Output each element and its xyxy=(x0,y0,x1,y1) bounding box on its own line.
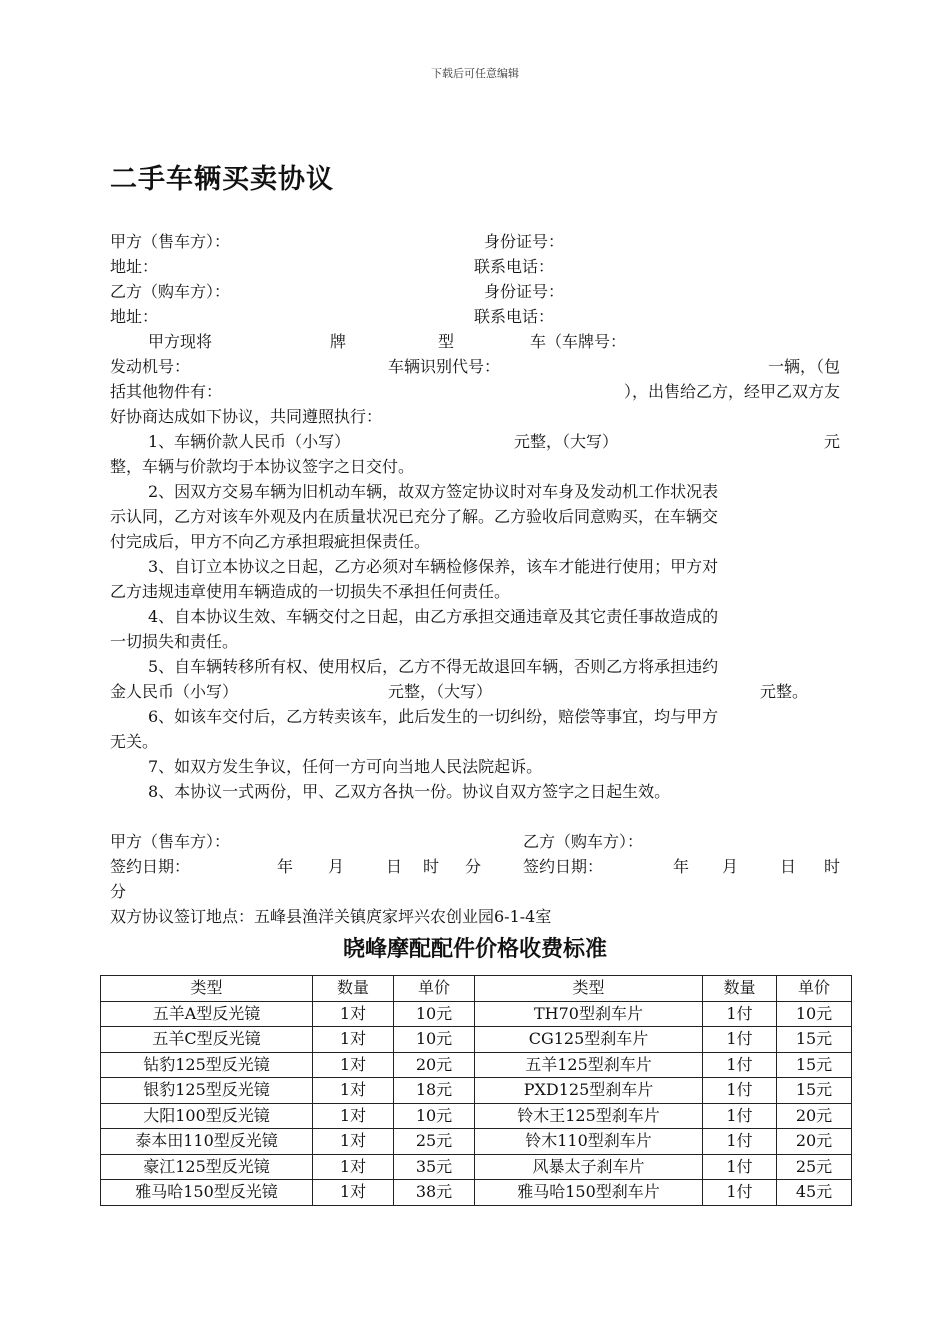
clause-8-text: 8、本协议一式两份，甲、乙双方各执一份。协议自双方签字之日起生效。 xyxy=(148,782,671,801)
col-header-type: 类型 xyxy=(475,976,703,1002)
cell-qty: 1对 xyxy=(313,1129,394,1155)
party-b-phone-label: 联系电话： xyxy=(474,307,555,326)
cell-qty: 1付 xyxy=(703,1027,777,1053)
cell-type: 银豹125型反光镜 xyxy=(101,1078,313,1104)
cell-qty: 1付 xyxy=(703,1180,777,1206)
clause-5-penalty-label: 金人民币（小写） xyxy=(110,682,239,701)
intro-text: 甲方现将 xyxy=(148,332,213,351)
header-note: 下载后可任意编辑 xyxy=(431,67,519,80)
clause-5-upper-label: 元整，（大写） xyxy=(388,682,493,701)
cell-qty: 1付 xyxy=(703,1103,777,1129)
intro-plate: 车（车牌号： xyxy=(530,332,627,351)
table-row xyxy=(101,1154,852,1180)
cell-type: 泰本田110型反光镜 xyxy=(101,1129,313,1155)
cell-qty: 1对 xyxy=(313,1154,394,1180)
intro-sale-text: ），出售给乙方，经甲乙双方友 xyxy=(623,382,840,401)
cell-qty: 1对 xyxy=(313,1052,394,1078)
sign-party-a-label: 甲方（售车方）： xyxy=(110,832,231,851)
cell-price: 20元 xyxy=(777,1129,852,1155)
other-items-label: 括其他物件有： xyxy=(110,382,223,401)
col-header-type: 类型 xyxy=(101,976,313,1002)
cell-qty: 1付 xyxy=(703,1154,777,1180)
engine-no-label: 发动机号： xyxy=(110,357,191,376)
cell-price: 10元 xyxy=(394,1001,475,1027)
cell-type: 五羊A型反光镜 xyxy=(101,1001,313,1027)
sign-date-label-a: 签约日期： xyxy=(110,857,191,876)
cell-type: 五羊125型刹车片 xyxy=(475,1052,703,1078)
cell-type: CG125型刹车片 xyxy=(475,1027,703,1053)
table-row xyxy=(101,1180,852,1206)
cell-type: 雅马哈150型刹车片 xyxy=(475,1180,703,1206)
cell-qty: 1付 xyxy=(703,1129,777,1155)
clause-4-text: 4、自本协议生效、车辆交付之日起，由乙方承担交通违章及其它责任事故造成的 xyxy=(148,607,719,626)
party-a-id-label: 身份证号： xyxy=(484,232,565,251)
clause-6-text: 6、如该车交付后，乙方转卖该车，此后发生的一切纠纷，赔偿等事宜，均与甲方 xyxy=(148,707,719,726)
col-header-qty: 数量 xyxy=(703,976,777,1002)
cell-qty: 1对 xyxy=(313,1027,394,1053)
vin-label: 车辆识别代号： xyxy=(388,357,501,376)
table-header-row xyxy=(101,976,852,1002)
cell-price: 10元 xyxy=(777,1001,852,1027)
date-year-a: 年 xyxy=(277,857,294,876)
clause-5-yuan: 元整。 xyxy=(760,682,809,701)
party-a-phone-label: 联系电话： xyxy=(474,257,555,276)
date-minute-a: 分 xyxy=(465,857,482,876)
clause-3-text: 乙方违规违章使用车辆造成的一切损失不承担任何责任。 xyxy=(110,582,511,601)
sign-party-b-label: 乙方（购车方）： xyxy=(523,832,644,851)
cell-type: 钻豹125型反光镜 xyxy=(101,1052,313,1078)
table-row xyxy=(101,1103,852,1129)
cell-type: 五羊C型反光镜 xyxy=(101,1027,313,1053)
cell-type: 铃木110型刹车片 xyxy=(475,1129,703,1155)
cell-qty: 1对 xyxy=(313,1103,394,1129)
cell-qty: 1对 xyxy=(313,1001,394,1027)
clause-1-text: 1、车辆价款人民币（小写） xyxy=(148,432,351,451)
cell-price: 10元 xyxy=(394,1027,475,1053)
date-hour-a: 时 xyxy=(423,857,440,876)
cell-type: 豪江125型反光镜 xyxy=(101,1154,313,1180)
party-b-address-label: 地址： xyxy=(110,307,159,326)
cell-type: TH70型刹车片 xyxy=(475,1001,703,1027)
cell-qty: 1付 xyxy=(703,1078,777,1104)
date-month-b: 月 xyxy=(722,857,739,876)
contract-title: 二手车辆买卖协议 xyxy=(110,164,334,195)
party-b-id-label: 身份证号： xyxy=(484,282,565,301)
party-a-label: 甲方（售车方）： xyxy=(110,232,231,251)
clause-2-text: 付完成后，甲方不向乙方承担瑕疵担保责任。 xyxy=(110,532,431,551)
cell-type: 雅马哈150型反光镜 xyxy=(101,1180,313,1206)
cell-price: 25元 xyxy=(777,1154,852,1180)
clause-6-text: 无关。 xyxy=(110,732,159,751)
cell-price: 15元 xyxy=(777,1052,852,1078)
col-header-qty: 数量 xyxy=(313,976,394,1002)
cell-qty: 1对 xyxy=(313,1180,394,1206)
clause-1-yuan: 元 xyxy=(823,432,840,451)
date-minute-b: 分 xyxy=(110,882,127,901)
intro-agreement-text: 好协商达成如下协议，共同遵照执行： xyxy=(110,407,383,426)
cell-price: 20元 xyxy=(777,1103,852,1129)
cell-type: 铃木王125型刹车片 xyxy=(475,1103,703,1129)
sign-date-label-b: 签约日期： xyxy=(523,857,604,876)
date-day-a: 日 xyxy=(386,857,403,876)
table-row xyxy=(101,1027,852,1053)
cell-price: 38元 xyxy=(394,1180,475,1206)
cell-qty: 1付 xyxy=(703,1052,777,1078)
cell-price: 45元 xyxy=(777,1180,852,1206)
table-row xyxy=(101,1129,852,1155)
table-row xyxy=(101,1078,852,1104)
intro-model: 型 xyxy=(438,332,455,351)
party-b-label: 乙方（购车方）： xyxy=(110,282,231,301)
clause-3-text: 3、自订立本协议之日起，乙方必须对车辆检修保养，该车才能进行使用；甲方对 xyxy=(148,557,719,576)
clause-1-upper-label: 元整，（大写） xyxy=(514,432,619,451)
cell-price: 35元 xyxy=(394,1154,475,1180)
price-table-title: 晓峰摩配配件价格收费标准 xyxy=(342,936,607,962)
clause-2-text: 2、因双方交易车辆为旧机动车辆，故双方签定协议时对车身及发动机工作状况表 xyxy=(148,482,719,501)
cell-type: 风暴太子刹车片 xyxy=(475,1154,703,1180)
date-hour-b: 时 xyxy=(823,857,840,876)
cell-type: PXD125型刹车片 xyxy=(475,1078,703,1104)
clause-4-text: 一切损失和责任。 xyxy=(110,632,239,651)
party-a-address-label: 地址： xyxy=(110,257,159,276)
date-year-b: 年 xyxy=(673,857,690,876)
cell-price: 25元 xyxy=(394,1129,475,1155)
cell-qty: 1付 xyxy=(703,1001,777,1027)
col-header-price: 单价 xyxy=(394,976,475,1002)
cell-price: 15元 xyxy=(777,1078,852,1104)
date-month-a: 月 xyxy=(328,857,345,876)
clause-5-text: 5、自车辆转移所有权、使用权后，乙方不得无故退回车辆，否则乙方将承担违约 xyxy=(148,657,719,676)
table-row xyxy=(101,1052,852,1078)
clause-2-text: 示认同，乙方对该车外观及内在质量状况已充分了解。乙方验收后同意购买，在车辆交 xyxy=(110,507,719,526)
sign-place: 双方协议签订地点：五峰县渔洋关镇庹家坪兴农创业园6-1-4室 xyxy=(110,907,552,926)
intro-one-vehicle: 一辆，（包 xyxy=(767,357,840,376)
price-table-body xyxy=(101,1001,852,1205)
price-table xyxy=(100,975,852,1206)
cell-price: 20元 xyxy=(394,1052,475,1078)
clause-1-text-cont: 整，车辆与价款均于本协议签字之日交付。 xyxy=(110,457,415,476)
table-row xyxy=(101,1001,852,1027)
clause-7-text: 7、如双方发生争议，任何一方可向当地人民法院起诉。 xyxy=(148,757,543,776)
col-header-price: 单价 xyxy=(777,976,852,1002)
cell-price: 10元 xyxy=(394,1103,475,1129)
date-day-b: 日 xyxy=(780,857,797,876)
cell-qty: 1对 xyxy=(313,1078,394,1104)
cell-price: 15元 xyxy=(777,1027,852,1053)
intro-brand: 牌 xyxy=(330,332,347,351)
cell-price: 18元 xyxy=(394,1078,475,1104)
cell-type: 大阳100型反光镜 xyxy=(101,1103,313,1129)
